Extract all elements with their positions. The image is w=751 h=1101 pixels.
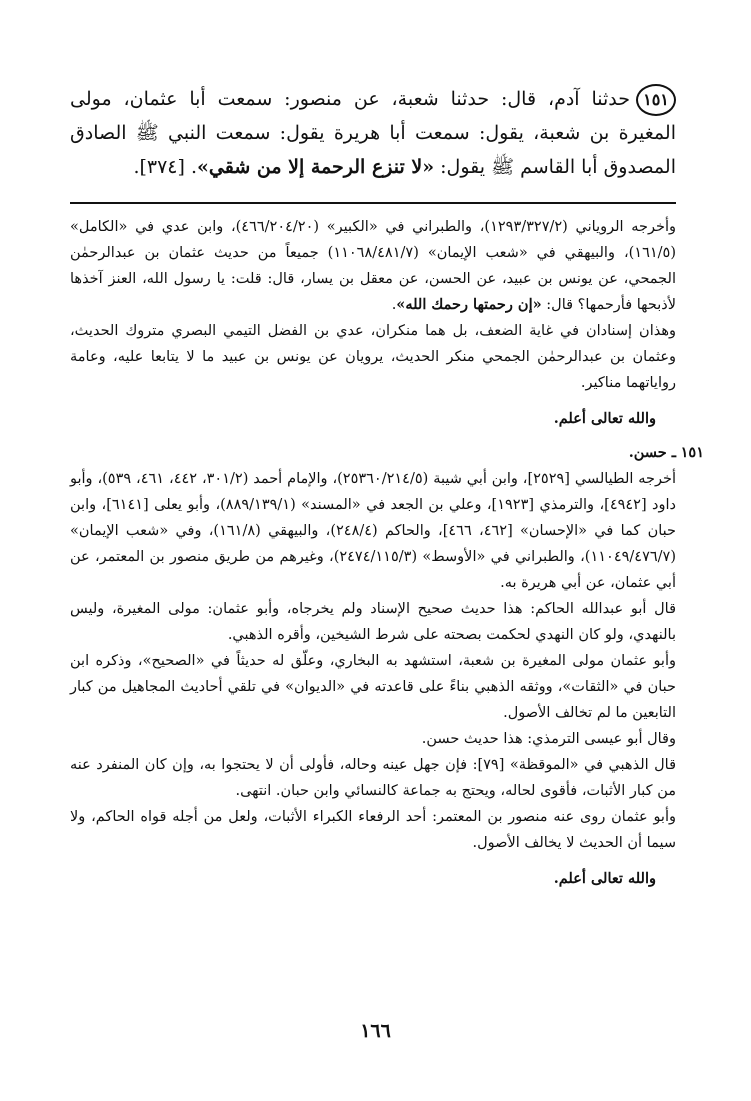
footnote-151-p4: وقال أبو عيسى الترمذي: هذا حديث حسن. — [421, 731, 676, 747]
footnote-151-number: ١٥١ — [680, 444, 704, 461]
page-number: ١٦٦ — [360, 1020, 391, 1042]
hadith-block — [70, 82, 676, 184]
footnote-prev-quote: «إن رحمتها رحمك الله» — [396, 296, 542, 313]
hadith-text — [70, 82, 676, 184]
footnote-prev-conclusion: والله تعالى أعلم. — [553, 410, 656, 427]
footnote-divider — [70, 202, 676, 204]
footnote-151-head — [70, 440, 704, 466]
hadith-number-badge: ١٥١ — [636, 84, 676, 116]
footnote-151-p1: أخرجه الطيالسي [٢٥٢٩]، وابن أبي شيبة (٢٥٣٦٠/٢١٤/٥)، والإمام أحمد (٣٠١/٢، ٤٤٢، ٤٦١، ٥٣٩)، وأبو داود [٤٩٤٢]، والترمذي [١٩٢٣]، وعلي بن الجعد في «المسند» (٨٨٩/١٣٩/١)، وأبو يعلى [٦١٤١]، وابن حبان كما في «الإحسان» [٤٦٢، ٤٦٦]، والحاكم (٢٤٨/٤)، والبيهقي (١٦١/٨)، وفي «شعب الإيمان» (١١٠٤٩/٤٧٦/٧)، والطبراني في «الأوسط» (٢٤٧٤/١١٥/٣)، وغيرهم من طريق منصور بن المعتمر، عن أبي عثمان، عن أبي هريرة به. — [70, 471, 677, 591]
footnote-151-p3: وأبو عثمان مولى المغيرة بن شعبة، استشهد به البخاري، وعلّق له حديثاً في «الصحيح»، وذكره ابن حبان في «الثقات»، ووثقه الذهبي بناءً على قاعدته في «الديوان» في تلقي أحاديث المجاهيل من كبار التابعين ما لم تخالف الأصول. — [70, 653, 676, 721]
hadith-body: حدثنا آدم، قال: حدثنا شعبة، عن منصور: سمعت أبا عثمان، مولى المغيرة بن شعبة، يقول: سمعت أبا هريرة يقول: سمعت النبي ﷺ الصادق المصدوق أبا القاسم ﷺ يقول: — [70, 88, 676, 178]
footnotes — [70, 214, 704, 892]
footnote-151-p6: وأبو عثمان روى عنه منصور بن المعتمر: أحد الرفعاء الكبراء الأثبات، ولعل من أجله قواه الحاكم، ولا سيما أن الحديث لا يخالف الأصول. — [70, 809, 676, 851]
footnote-151-p5: قال الذهبي في «الموقظة» [٧٩]: فإن جهل عينه وحاله، فأولى أن لا يحتجوا به، وإن كان المنفرد عنه من كبار الأثبات، فأقوى لحاله، ويحتج به جماعة كالنسائي وابن حبان. انتهى. — [70, 757, 676, 799]
footnote-prev-p1 — [70, 214, 676, 318]
page-body — [70, 82, 704, 898]
footnote-prev-p1-end: . — [391, 297, 397, 313]
footnote-151-conclusion: والله تعالى أعلم. — [553, 870, 656, 887]
footnote-prev-p2: وهذان إسنادان في غاية الضعف، بل هما منكران، عدي بن الفضل التيمي البصري متروك الحديث، وعثمان بن عبدالرحمٰن الجمحي منكر الحديث، يرويان عن يونس بن عبيد ما لا يتابعا عليه، وعامة رواياتهما مناكير. — [70, 323, 676, 391]
hadith-ref: . [٣٧٤]. — [133, 156, 198, 178]
hadith-quote: «لا تنزع الرحمة إلا من شقي» — [197, 156, 435, 178]
footnote-151-grade: ـ حسن. — [628, 444, 676, 461]
footnote-151-p2: قال أبو عبدالله الحاكم: هذا حديث صحيح الإسناد ولم يخرجاه، وأبو عثمان: مولى المغيرة، وليس بالنهدي، ولو كان النهدي لحكمت بصحته على شرط الشيخين، وأقره الذهبي. — [70, 601, 676, 643]
footnote-prev-p1-text: وأخرجه الروياني (١٢٩٣/٣٢٧/٢)، والطبراني في «الكبير» (٤٦٦/٢٠٤/٢٠)، وابن عدي في «الكامل» (١٦١/٥)، والبيهقي في «شعب الإيمان» (١١٠٦٨/٤٨١/٧) جميعاً من حديث عثمان بن عبدالرحمٰن الجمحي، عن يونس بن عبيد، عن الحسن، عن معقل بن يسار، قال: قلت: يا رسول الله، العنز آخذها لأذبحها فأرحمها؟ قال: — [70, 219, 677, 313]
